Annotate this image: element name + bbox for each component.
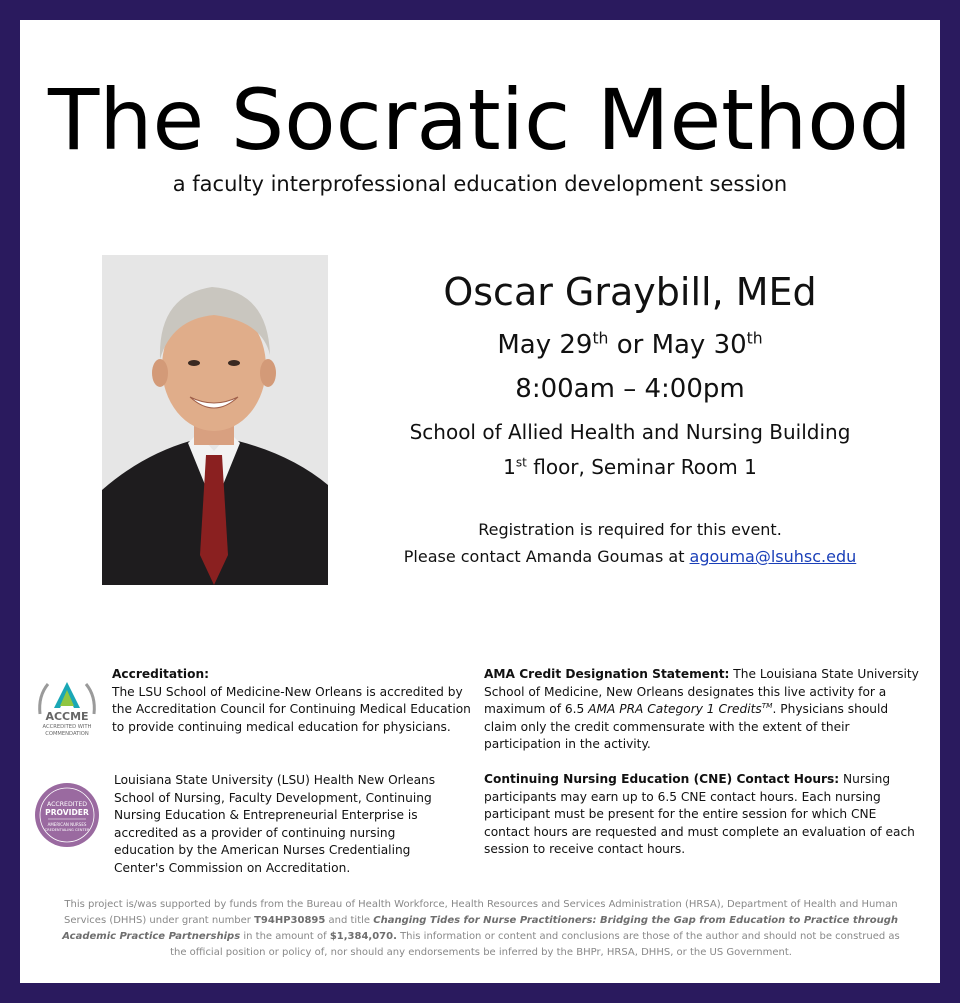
- footer-amount: $1,384,070.: [329, 931, 397, 942]
- nursing-accreditation-text: Louisiana State University (LSU) Health New Orleans School of Nursing, Faculty Development, Continuing Nursing Education & Entrepreneurial Enterprise is accredited as a provider of continuing nursing education by the American Nurses Credentialing Center's Commission on Accreditation.: [114, 773, 436, 875]
- anc-provider-seal-icon: [34, 782, 100, 848]
- accme-logo-name: ACCME: [45, 710, 89, 723]
- ama-text-2: . Physicians should claim only the credit commensurate with the extent of their participation in the activity.: [484, 702, 889, 751]
- ama-heading: AMA Credit Designation Statement:: [484, 667, 730, 681]
- room-floor-number: 1: [503, 455, 516, 479]
- cne-text: Nursing participants may earn up to 6.5 CNE contact hours. Each nursing participant must be present for the entire session for which CNE contact hours are requested and must complete an evaluation of each session to receive contact hours.: [484, 772, 915, 856]
- accreditation-text: The LSU School of Medicine-New Orleans is accredited by the Accreditation Council for Continuing Medical Education to provide continuing medical education for physicians.: [112, 684, 471, 734]
- footer-text-1: This project is/was supported by funds from the Bureau of Health Workforce, Health Resources and Services Administration (HRSA), Department of Health and Human Services (DHHS) under grant number: [63, 899, 898, 926]
- flyer-page: [20, 20, 940, 983]
- contact-email-link[interactable]: agouma@lsuhsc.edu: [689, 547, 857, 566]
- date-1-suffix: th: [592, 329, 609, 348]
- anc-provider-seal: [34, 782, 100, 848]
- footer-text-3: in the amount of: [240, 931, 330, 942]
- speaker-photo: [102, 255, 328, 585]
- event-dates: [380, 330, 880, 360]
- event-room: [380, 455, 880, 479]
- anc-seal-line4: CREDENTIALING CENTER: [44, 828, 90, 832]
- speaker-name: Oscar Graybill, MEd: [443, 270, 817, 314]
- cne-heading: Continuing Nursing Education (CNE) Contact Hours:: [484, 772, 840, 786]
- registration-contact: [380, 547, 880, 566]
- ama-credit-block: [484, 666, 920, 754]
- date-2: or May 30: [608, 330, 747, 360]
- registration-note: Registration is required for this event.: [478, 520, 782, 539]
- accreditation-heading: Accreditation:: [112, 667, 210, 681]
- accme-logo-line1: ACCREDITED WITH: [42, 724, 92, 730]
- speaker-portrait-image: [102, 255, 328, 585]
- accme-logo: [34, 674, 100, 738]
- ama-credit-name: AMA PRA Category 1 Credits: [588, 702, 762, 716]
- accme-logo-icon: [34, 674, 100, 738]
- room-detail: floor, Seminar Room 1: [526, 455, 757, 479]
- date-2-suffix: th: [746, 329, 763, 348]
- contact-prefix: Please contact Amanda Goumas at: [403, 547, 690, 566]
- accme-logo-line2: COMMENDATION: [45, 731, 89, 737]
- cne-block: [484, 771, 920, 859]
- anc-seal-line3: AMERICAN NURSES: [47, 822, 87, 827]
- footer-text-4: This information or content and conclusions are those of the author and should not be construed as the official position or policy of, nor should any endorsements be inferred by the BHPr, HRSA, DHHS, or the US Government.: [170, 931, 900, 958]
- funding-disclaimer: [58, 897, 904, 961]
- date-1: May 29: [497, 330, 593, 360]
- ama-tm: TM: [761, 700, 773, 710]
- page-subtitle: a faculty interprofessional education development session: [172, 172, 788, 196]
- anc-seal-line1: ACCREDITED: [46, 801, 88, 808]
- page-title: The Socratic Method: [47, 71, 913, 169]
- event-time: 8:00am – 4:00pm: [515, 374, 745, 404]
- footer-grant-number: T94HP30895: [254, 915, 326, 926]
- footer-text-2: and title: [325, 915, 374, 926]
- anc-seal-line2: PROVIDER: [45, 808, 89, 817]
- ama-text-1: The Louisiana State University School of Medicine, New Orleans designates this live activity for a maximum of 6.5: [484, 667, 919, 716]
- accreditation-block: [112, 666, 477, 736]
- event-building: School of Allied Health and Nursing Building: [409, 420, 851, 444]
- room-floor-suffix: st: [515, 455, 527, 470]
- footer-project-title: Changing Tides for Nurse Practitioners: Bridging the Gap from Education to Practice through Academic Practice Partnerships: [62, 915, 899, 942]
